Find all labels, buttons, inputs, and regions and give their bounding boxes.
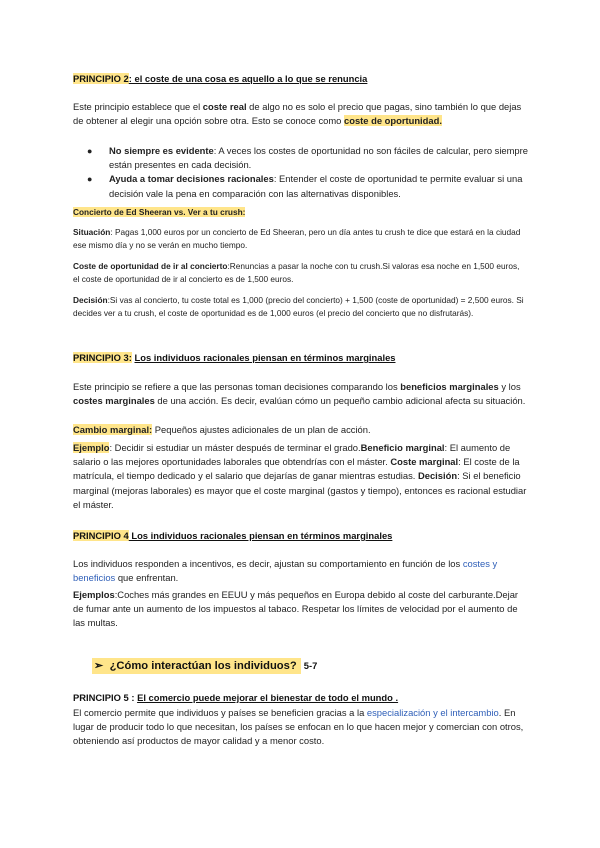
bullet-text: : A veces los costes de oportunidad no son fáciles de calcular, pero siempre están presentes en cada decisión. [109, 145, 528, 171]
opportunity-cost-text: :Renuncias a pasar la noche con tu crush.Si valoras esa noche en 1,500 euros, el coste de oportunidad de ir al concierto es de 1,500 euros. [73, 261, 520, 284]
principle-5-label: PRINCIPIO 5 : [73, 692, 138, 703]
arrow-icon: ➢ [94, 660, 104, 672]
example-title [73, 206, 528, 219]
principle-2-heading [73, 73, 528, 84]
opportunity-cost-paragraph [73, 260, 528, 285]
example-title-text: Concierto de Ed Sheeran vs. Ver a tu crush: [73, 207, 246, 217]
intro-text: Los individuos responden a incentivos, es decir, ajustan su comportamiento en función de los [73, 558, 463, 569]
marginal-cost-text: : El coste de la matrícula, el tiempo dedicado y el salario que dejarías de ganar mientras estudias. [73, 456, 520, 482]
principle-4-examples [73, 588, 528, 631]
list-item [73, 172, 528, 200]
section-heading-highlight [92, 658, 301, 674]
intro-blue: costes y beneficios [73, 558, 498, 584]
marginal-cost-label: Coste marginal [390, 456, 459, 468]
intro-bold: coste real [202, 101, 247, 112]
decision-text: : Si el beneficio marginal (mejoras laborales) es mayor que el coste marginal (gastos y tiempo), entonces es racional estudiar el máster. [73, 470, 527, 510]
marginal-benefit-text: : El aumento de salario o las mejores oportunidades laborales que obtendrías con el máster. [73, 442, 511, 468]
principle-3-title: Los individuos racionales piensan en términos marginales [134, 352, 396, 363]
body-text: El comercio permite que individuos y países se beneficien gracias a la [73, 707, 367, 718]
intro-text: de una acción. Es decir, evalúan cómo un pequeño cambio adicional afecta su situación. [154, 395, 526, 407]
example-label: Ejemplo [73, 442, 110, 453]
intro-text: que enfrentan. [115, 572, 179, 584]
intro-bold: costes marginales [73, 395, 155, 407]
bullet-icon: ● [87, 174, 93, 185]
principle-2-intro [73, 100, 528, 128]
section-title: ¿Cómo interactúan los individuos? [109, 660, 297, 672]
principle-5-title: El comercio puede mejorar el bienestar de todo el mundo . [137, 692, 399, 703]
example-text: : Decidir si estudiar un máster después de terminar el grado. [109, 442, 361, 453]
bullet-icon: ● [87, 146, 93, 156]
decision-paragraph [73, 294, 528, 319]
principle-4-intro [73, 557, 528, 585]
list-item [73, 144, 528, 172]
principle-3-label: PRINCIPIO 3: [73, 352, 132, 363]
situation-paragraph [73, 226, 528, 251]
examples-text: :Coches más grandes en EEUU y más pequeños en Europa debido al coste del carburante.Dejar de fumar ante un aumento de los impuestos al tabaco. Respetar los límites de velocidad por el aumento de las multas. [73, 589, 519, 629]
examples-label: Ejemplos [73, 589, 115, 600]
principle-4-title: Los individuos racionales piensan en términos marginales [128, 530, 393, 541]
marginal-change-label: Cambio marginal: [73, 424, 153, 435]
principle-2-label: PRINCIPIO 2 [73, 73, 129, 84]
intro-text: de algo no es solo el precio que pagas, sino también lo que dejas de obtener al elegir una opción sobre otra. Esto se conoce como [73, 101, 522, 127]
section-range: 5-7 [303, 660, 318, 671]
principle-5-text [73, 706, 528, 749]
intro-text: Este principio establece que el [73, 101, 203, 112]
body-blue: especialización y el intercambio [366, 707, 499, 718]
principle-4-label: PRINCIPIO 4 [73, 530, 129, 541]
intro-text: y los [498, 381, 521, 392]
decision-text: :Si vas al concierto, tu coste total es 1,000 (precio del concierto) + 1,500 (coste de oportunidad) = 2,500 euros. Si decides ver a tu crush, el coste de oportunidad es de 1,000 euros (el precio del concierto que no disfrutarás). [73, 295, 524, 318]
bullet-text: : Entender el coste de oportunidad te permite evaluar si una decisión vale la pena en comparación con las alternativas disponibles. [109, 173, 523, 199]
intro-bold: beneficios marginales [400, 381, 499, 392]
marginal-change-line [73, 423, 528, 437]
intro-highlight: coste de oportunidad. [344, 115, 442, 127]
section-heading [92, 659, 522, 672]
decision-label: Decisión [73, 295, 108, 305]
bullet-bold: Ayuda a tomar decisiones racionales [109, 173, 274, 185]
marginal-change-text: Pequeños ajustes adicionales de un plan de acción. [152, 424, 371, 435]
bullet-bold: No siempre es evidente [109, 145, 214, 156]
principle-2-bullets [73, 144, 528, 201]
principle-4-heading [73, 530, 528, 541]
marginal-benefit-label: Beneficio marginal [360, 442, 445, 453]
principle-3-intro [73, 380, 528, 408]
intro-text: Este principio se refiere a que las personas toman decisiones comparando los [73, 381, 401, 392]
principle-5-heading [73, 692, 528, 703]
decision-label: Decisión [417, 470, 458, 482]
body-text: . En lugar de producir todo lo que necesitan, los países se enfocan en lo que hacen mejor y comercian con otros, obteniendo así productos de mayor calidad y a menor costo. [73, 707, 524, 747]
principle-3-heading [73, 352, 528, 363]
principle-2-title: : el coste de una cosa es aquello a lo que se renuncia [128, 73, 368, 84]
opportunity-cost-label: Coste de oportunidad de ir al concierto [73, 261, 228, 271]
principle-3-example [73, 441, 528, 512]
situation-label: Situación [73, 227, 111, 237]
situation-text: : Pagas 1,000 euros por un concierto de Ed Sheeran, pero un día antes tu crush te dice que estará en la ciudad ese mismo día y no se verán en mucho tiempo. [73, 227, 521, 250]
